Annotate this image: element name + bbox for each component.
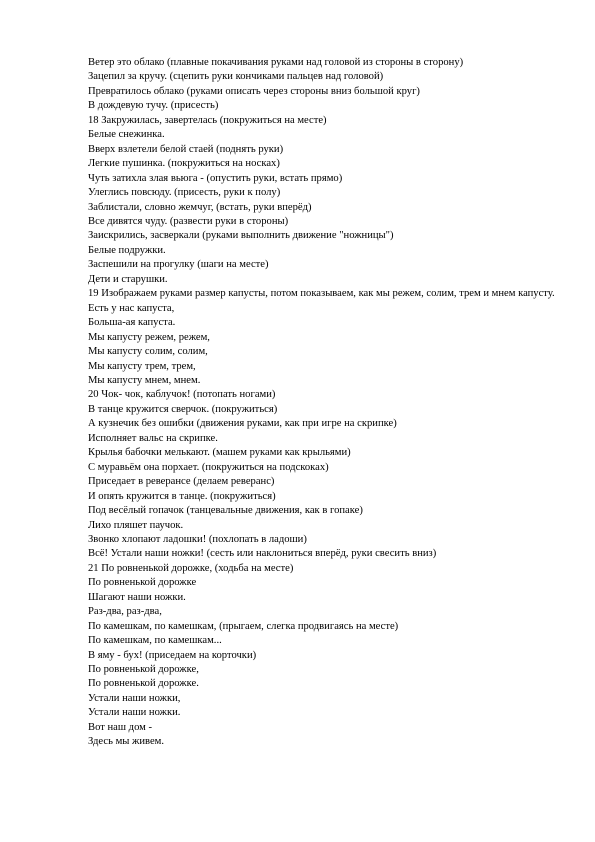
text-line: Белые подружки. bbox=[88, 244, 166, 256]
text-line: Здесь мы живем. bbox=[88, 736, 165, 748]
text-line: В танце кружится сверчок. (покружиться) bbox=[88, 403, 278, 415]
text-line: В дождевую тучу. (присесть) bbox=[88, 100, 219, 112]
text-line: Мы капусту режем, режем, bbox=[88, 331, 210, 343]
text-line: Дети и старушки. bbox=[88, 273, 168, 285]
text-line: А кузнечик без ошибки (движения руками, как при игре на скрипке) bbox=[88, 418, 397, 430]
text-line: Чуть затихла злая вьюга - (опустить руки, встать прямо) bbox=[88, 172, 343, 184]
text-line: Лихо пляшет паучок. bbox=[88, 519, 184, 531]
text-line: С муравьём она порхает. (покружиться на подскоках) bbox=[88, 461, 329, 473]
text-line: Всё! Устали наши ножки! (сесть или наклониться вперёд, руки свесить вниз) bbox=[88, 548, 437, 560]
text-line: Заблистали, словно жемчуг, (встать, руки вперёд) bbox=[88, 201, 312, 213]
text-line: Раз-два, раз-два, bbox=[88, 606, 162, 618]
text-line: По камешкам, по камешкам... bbox=[88, 635, 222, 647]
text-line: Больша-ая капуста. bbox=[88, 317, 176, 329]
text-line: Вот наш дом - bbox=[88, 721, 153, 733]
text-line: По камешкам, по камешкам, (прыгаем, слегка продвигаясь на месте) bbox=[88, 620, 399, 632]
text-line: Звонко хлопают ладошки! (похлопать в ладоши) bbox=[88, 533, 307, 545]
text-line: По ровненькой дорожке, bbox=[88, 664, 199, 676]
text-line: Вверх взлетели белой стаей (поднять руки) bbox=[88, 143, 284, 155]
text-line: По ровненькой дорожке bbox=[88, 577, 197, 589]
text-line: Мы капусту трем, трем, bbox=[88, 360, 196, 372]
text-line: 21 По ровненькой дорожке, (ходьба на месте) bbox=[88, 562, 294, 574]
text-line: И опять кружится в танце. (покружиться) bbox=[88, 490, 276, 502]
text-line: Все дивятся чуду. (развести руки в стороны) bbox=[88, 215, 289, 227]
text-line: Ветер это облако (плавные покачивания руками над головой из стороны в сторону) bbox=[88, 57, 464, 68]
text-line: 18 Закружилась, завертелась (покружиться на месте) bbox=[88, 114, 327, 126]
text-line: Белые снежинка. bbox=[88, 129, 165, 141]
text-line: Мы капусту мнем, мнем. bbox=[88, 374, 201, 386]
text-line: По ровненькой дорожке. bbox=[88, 678, 199, 690]
text-line: Есть у нас капуста, bbox=[88, 302, 175, 314]
text-line: Шагают наши ножки. bbox=[88, 591, 186, 603]
text-line: Улеглись повсюду. (присесть, руки к полу) bbox=[88, 187, 281, 199]
text-line: Устали наши ножки, bbox=[88, 692, 181, 704]
text-line: Под весёлый гопачок (танцевальные движения, как в гопаке) bbox=[88, 505, 363, 517]
text-line: Заискрились, засверкали (руками выполнить движение "ножницы") bbox=[88, 230, 394, 242]
text-line: Заспешили на прогулку (шаги на месте) bbox=[88, 259, 269, 271]
text-line: В яму - бух! (приседаем на корточки) bbox=[88, 649, 257, 661]
text-line: Легкие пушинка. (покружиться на носках) bbox=[88, 158, 280, 170]
text-line: Мы капусту солим, солим, bbox=[88, 346, 208, 358]
text-line: 19 Изображаем руками размер капусты, потом показываем, как мы режем, солим, трем и мнем капусту. bbox=[88, 288, 555, 300]
text-line: Приседает в реверансе (делаем реверанс) bbox=[88, 476, 275, 488]
text-line: Крылья бабочки мелькают. (машем руками как крыльями) bbox=[88, 447, 351, 459]
document-page bbox=[88, 56, 558, 750]
text-line: Превратилось облако (руками описать через стороны вниз большой круг) bbox=[88, 85, 420, 97]
text-line: Устали наши ножки. bbox=[88, 707, 181, 719]
text-line: 20 Чок- чок, каблучок! (потопать ногами) bbox=[88, 389, 276, 401]
text-line: Зацепил за кручу. (сцепить руки кончиками пальцев над головой) bbox=[88, 71, 384, 83]
text-line: Исполняет вальс на скрипке. bbox=[88, 432, 218, 444]
